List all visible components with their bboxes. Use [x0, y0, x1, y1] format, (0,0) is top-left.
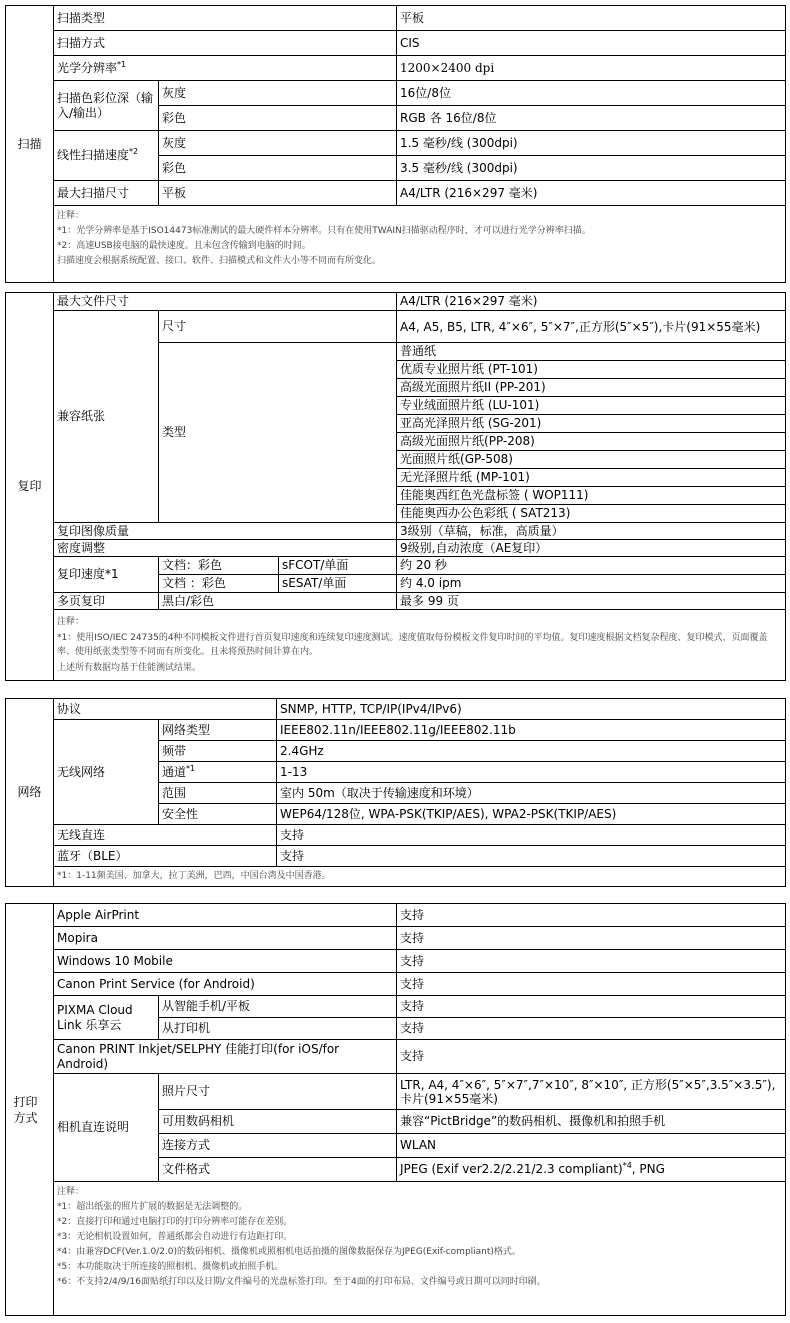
row-label: 多页复印: [54, 593, 159, 610]
copy-notes: [54, 610, 786, 681]
sub-label: 平板: [159, 181, 397, 206]
row-value: 1.5 毫秒/线 (300dpi): [397, 131, 786, 156]
row-value: 支持: [397, 973, 786, 996]
paper-type: 高级光面照片纸(PP-208): [397, 433, 786, 451]
row-value: WLAN: [397, 1134, 786, 1158]
sub-label: 尺寸: [159, 311, 397, 343]
sub-label: 从智能手机/平板: [159, 996, 397, 1018]
footnote-mark: *4: [622, 1161, 632, 1170]
row-label: Apple AirPrint: [54, 904, 397, 927]
network-notes: [54, 867, 786, 887]
row-value: RGB 各 16位/8位: [397, 106, 786, 131]
sub-label: 文档：彩色: [159, 557, 279, 575]
footnote-mark: *2: [129, 147, 139, 156]
print-notes: [54, 1182, 786, 1316]
sub-label: 网络类型: [159, 720, 277, 741]
network-spec-table: [5, 698, 786, 887]
row-label: 复印速度*1: [54, 557, 159, 593]
section-label-text: 打印方式: [13, 1094, 38, 1125]
footnote-mark: *1: [117, 59, 127, 69]
row-label: 扫描方式: [54, 31, 397, 56]
row-value: CIS: [397, 31, 786, 56]
sub-label: 照片尺寸: [159, 1074, 397, 1110]
sub-label: 文件格式: [159, 1158, 397, 1182]
note-line: *6：不支持2/4/9/16面贴纸打印以及日期/文件编号的光盘标签打印。至于4面的打印布局、文件编号或日期可以同时印刷。: [57, 1277, 546, 1287]
sub-label: sESAT/单面: [279, 575, 397, 593]
note-line: 注释：: [57, 1187, 85, 1197]
sub-label: 连接方式: [159, 1134, 397, 1158]
row-value: 支持: [397, 1040, 786, 1074]
value-text: JPEG (Exif ver2.2/2.21/2.3 compliant): [400, 1162, 623, 1176]
paper-type: 佳能奥西办公色彩纸 ( SAT213): [397, 505, 786, 523]
paper-type: 光面照片纸(GP-508): [397, 451, 786, 469]
row-value: A4/LTR (216×297 毫米): [397, 181, 786, 206]
row-value: WEP64/128位, WPA-PSK(TKIP/AES), WPA2-PSK(TKIP/AES): [277, 804, 786, 825]
sub-label: 可用数码相机: [159, 1110, 397, 1134]
row-value: 平板: [397, 6, 786, 31]
row-label: Canon PRINT Inkjet/SELPHY 佳能打印(for iOS/for Android): [54, 1040, 397, 1074]
footnote-mark: *1: [186, 763, 196, 773]
camera-label: 相机直连说明: [54, 1074, 159, 1182]
sub-label: 灰度: [159, 131, 397, 156]
row-value: IEEE802.11n/IEEE802.11g/IEEE802.11b: [277, 720, 786, 741]
row-value: 支持: [397, 927, 786, 950]
note-line: *2：高速USB接电脑的最快速度。且未包含传输到电脑的时间。: [57, 241, 311, 251]
row-label: [54, 56, 397, 81]
row-value: 支持: [397, 1018, 786, 1040]
row-value: A4, A5, B5, LTR, 4″×6″, 5″×7″,正方形(5″×5″),卡片(91×55毫米): [397, 311, 786, 343]
sub-label: 安全性: [159, 804, 277, 825]
paper-type: 专业绒面照片纸 (LU-101): [397, 397, 786, 415]
label-text: 通道: [162, 764, 187, 779]
scan-spec-table: [5, 5, 786, 283]
paper-type: 优质专业照片纸 (PT-101): [397, 361, 786, 379]
sub-label: 范围: [159, 783, 277, 804]
row-value: 1-13: [277, 762, 786, 783]
note-line: *5：本功能取决于所连接的照相机、摄像机或拍照手机。: [57, 1262, 284, 1272]
note-line: 扫描速度会根据系统配置、接口、软件、扫描模式和文件大小等不同而有所变化。: [57, 256, 382, 266]
row-label: Canon Print Service (for Android): [54, 973, 397, 996]
row-label: 蓝牙（BLE）: [54, 846, 277, 867]
pixma-label: PIXMA Cloud Link 乐享云: [54, 996, 159, 1040]
sub-label: 黑白/彩色: [159, 593, 397, 610]
sub-label: [159, 762, 277, 783]
sub-label: 灰度: [159, 81, 397, 106]
section-label-scan: 扫描: [6, 6, 54, 283]
row-label: 无线直连: [54, 825, 277, 846]
note-line: *2：直接打印和通过电脑打印的打印分辨率可能存在差别。: [57, 1217, 293, 1227]
row-value: 兼容“PictBridge”的数码相机、摄像机和拍照手机: [397, 1110, 786, 1134]
row-label: 最大文件尺寸: [54, 293, 397, 311]
row-value: 3.5 毫秒/线 (300dpi): [397, 156, 786, 181]
paper-label: 兼容纸张: [54, 311, 159, 523]
row-value: 支持: [277, 846, 786, 867]
row-value: 9级别,自动浓度（AE复印）: [397, 540, 786, 557]
section-label-network: 网络: [6, 699, 54, 887]
note-line: *4：由兼容DCF(Ver.1.0/2.0)的数码相机、摄像机或照相机电话拍摄的图像数据保存为JPEG(Exif-compliant)格式。: [57, 1247, 521, 1257]
section-label-copy: 复印: [6, 293, 54, 681]
sub-label: 彩色: [159, 106, 397, 131]
row-label: Mopira: [54, 927, 397, 950]
row-label: 扫描类型: [54, 6, 397, 31]
row-value: 支持: [277, 825, 786, 846]
paper-type: 普通纸: [397, 343, 786, 361]
scan-notes: [54, 206, 786, 283]
note-line: *1：使用ISO/IEC 24735的4种不同模板文件进行首页复印速度和连续复印速度测试。速度值取每份模板文件复印时间的平均值。复印速度根据文档复杂程度、复印模式、页面覆盖率、使用纸张类型等不同而有所变化。且未将预热时间计算在内。: [57, 633, 768, 657]
row-value: 支持: [397, 950, 786, 973]
row-value: SNMP, HTTP, TCP/IP(IPv4/IPv6): [277, 699, 786, 720]
row-value: 约 4.0 ipm: [397, 575, 786, 593]
paper-type: 高级光面照片纸II (PP-201): [397, 379, 786, 397]
row-label: 协议: [54, 699, 277, 720]
line-speed-label: [54, 131, 159, 181]
color-depth-label: 扫描色彩位深（输入/输出）: [54, 81, 159, 131]
note-line: *3：无论相机设置如何，普通纸都会自动进行有边距打印。: [57, 1232, 293, 1242]
row-label: 复印图像质量: [54, 523, 397, 540]
label-text: 光学分辨率: [57, 60, 118, 75]
paper-type: 无光泽照片纸 (MP-101): [397, 469, 786, 487]
print-method-table: [5, 903, 786, 1316]
label-text: 线性扫描速度: [57, 148, 130, 162]
row-label: 最大扫描尺寸: [54, 181, 159, 206]
note-line: 注释：: [57, 211, 85, 221]
row-value: 支持: [397, 996, 786, 1018]
paper-type: 佳能奥西红色光盘标签 ( WOP111): [397, 487, 786, 505]
sub-label: 从打印机: [159, 1018, 397, 1040]
row-value: 2.4GHz: [277, 741, 786, 762]
note-line: 注释：: [57, 617, 85, 627]
note-line: *1：1-11频美国、加拿大，拉丁美洲，巴西，中国台湾及中国香港。: [57, 871, 331, 881]
sub-label: 文档 ：彩色: [159, 575, 279, 593]
row-value: [397, 1158, 786, 1182]
paper-type: 亚高光泽照片纸 (SG-201): [397, 415, 786, 433]
row-value: 室内 50m（取决于传输速度和环境）: [277, 783, 786, 804]
sub-label: sFCOT/单面: [279, 557, 397, 575]
row-label: Windows 10 Mobile: [54, 950, 397, 973]
row-label: 密度调整: [54, 540, 397, 557]
sub-label: 彩色: [159, 156, 397, 181]
row-value: 16位/8位: [397, 81, 786, 106]
row-value: LTR, A4, 4″×6″, 5″×7″,7″×10″, 8″×10″, 正方形(5″×5″,3.5″×3.5″),卡片(91×55毫米): [397, 1074, 786, 1110]
sub-label: 类型: [159, 343, 397, 523]
row-value: 1200×2400 dpi: [397, 56, 786, 81]
row-value: A4/LTR (216×297 毫米): [397, 293, 786, 311]
note-line: *1：光学分辨率是基于ISO14473标准测试的最大硬件样本分辨率。只有在使用TWAIN扫描驱动程序时，才可以进行光学分辨率扫描。: [57, 226, 591, 236]
note-line: 上述所有数据均基于佳能测试结果。: [57, 663, 202, 673]
row-value: 最多 99 页: [397, 593, 786, 610]
sub-label: 频带: [159, 741, 277, 762]
wireless-label: 无线网络: [54, 720, 159, 825]
section-label-print: [6, 904, 54, 1316]
row-value: 3级别（草稿，标准，高质量）: [397, 523, 786, 540]
row-value: 支持: [397, 904, 786, 927]
note-line: *1：超出纸张的照片扩展的数据是无法调整的。: [57, 1202, 248, 1212]
row-value: 约 20 秒: [397, 557, 786, 575]
copy-spec-table: [5, 292, 786, 681]
value-tail: , PNG: [631, 1162, 665, 1176]
